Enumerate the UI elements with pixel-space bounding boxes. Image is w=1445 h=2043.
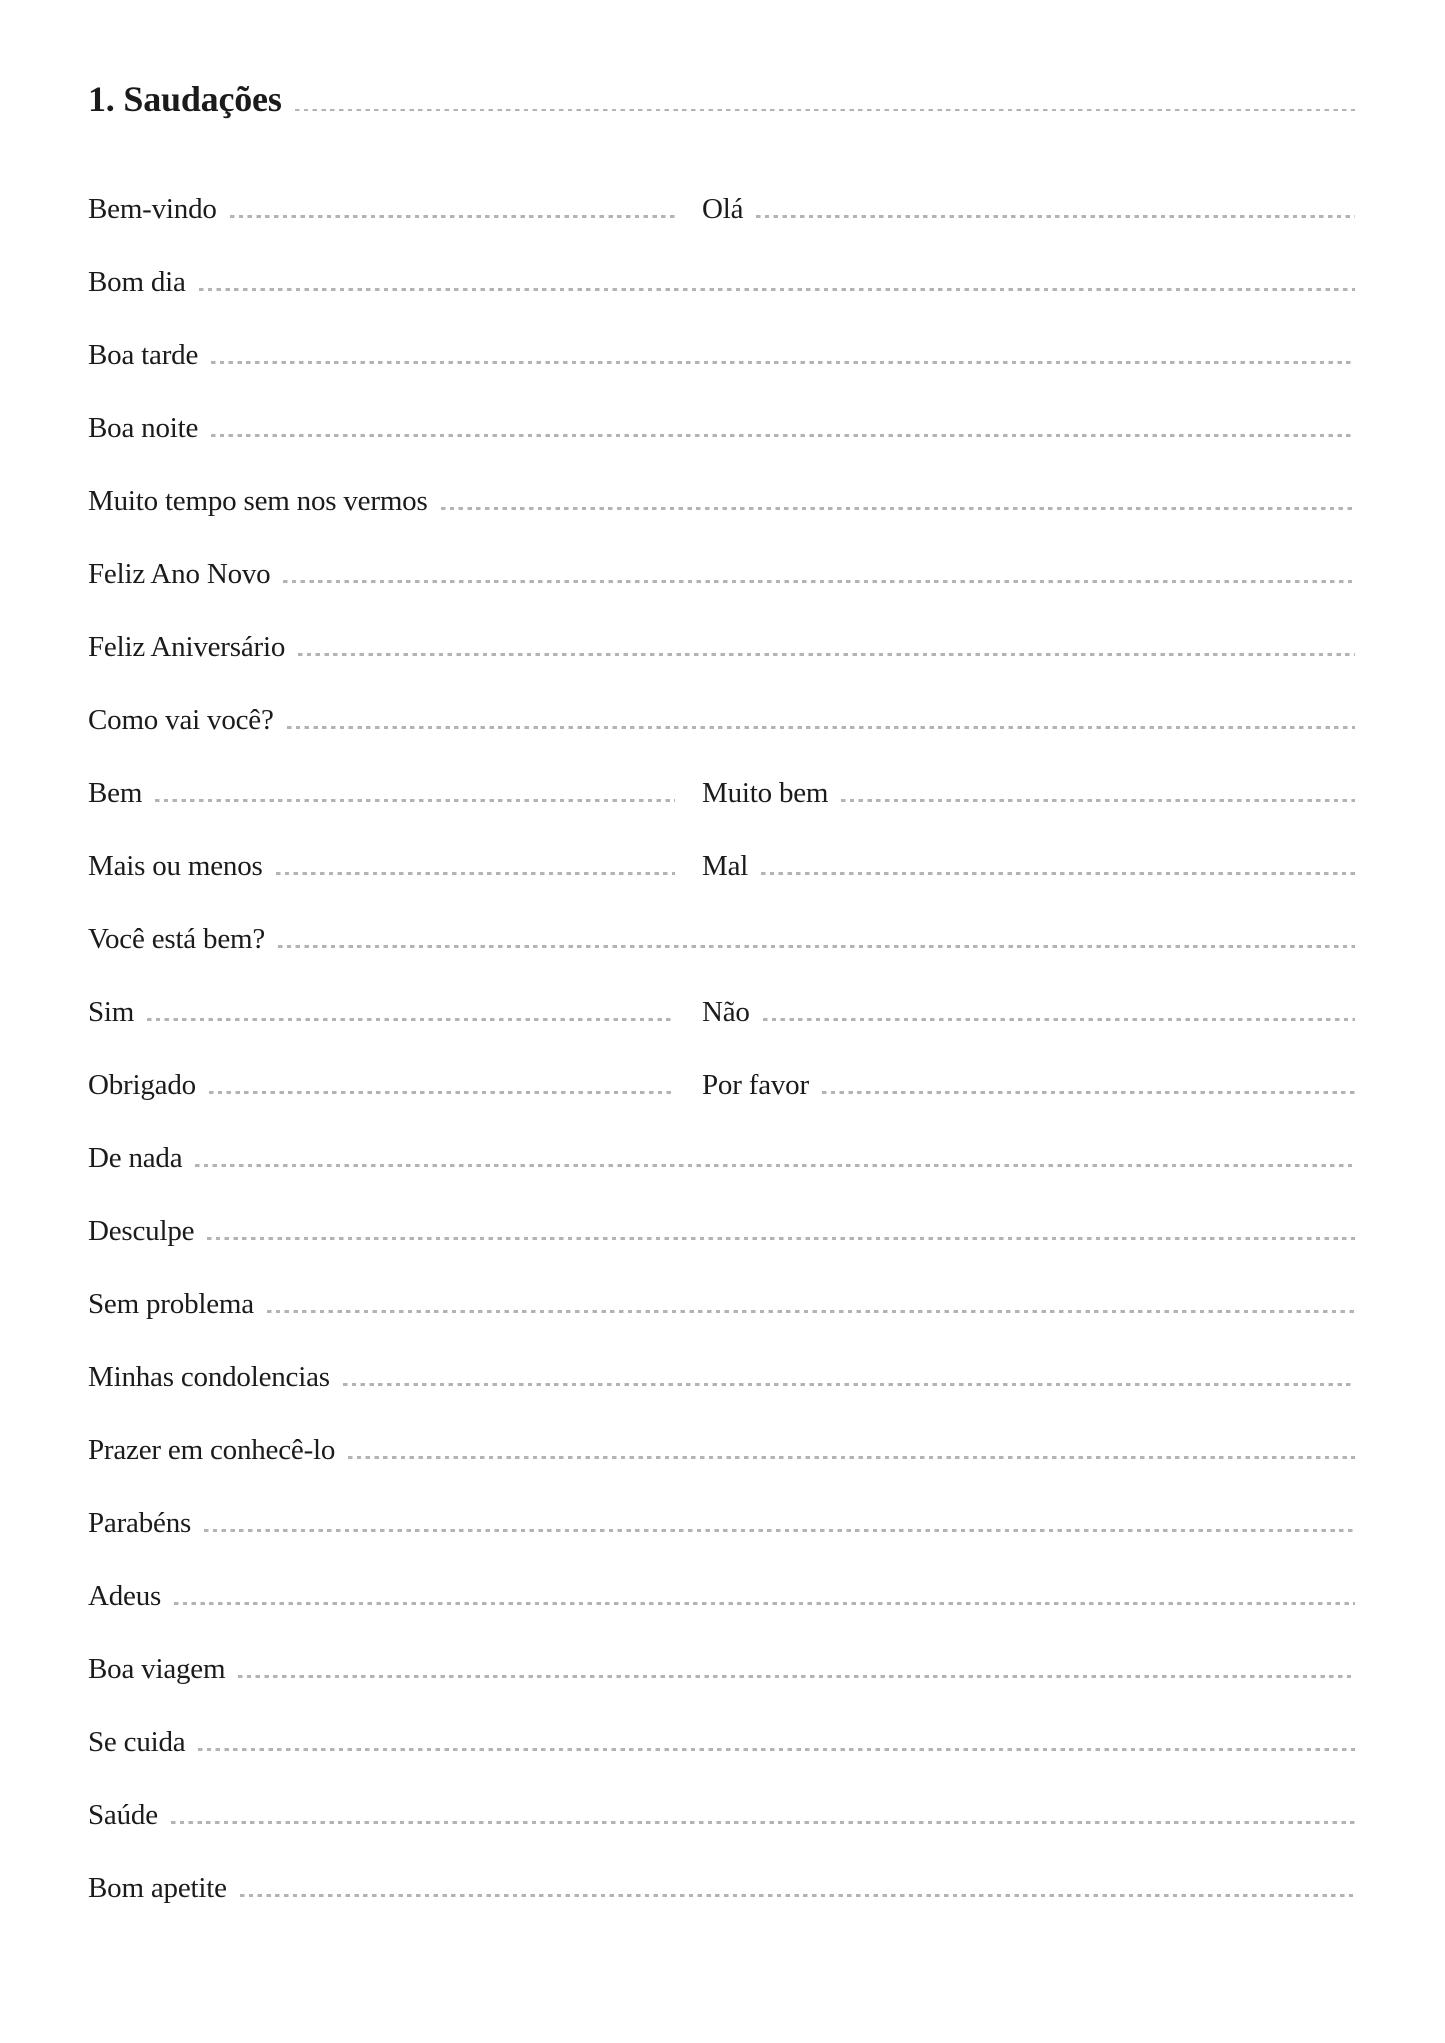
answer-line [198,1748,1355,1751]
answer-line [822,1091,1355,1094]
answer-line [763,1018,1355,1021]
phrase-label: Feliz Ano Novo [88,557,271,590]
phrase-row [88,1289,1355,1362]
phrase-label: Não [702,995,750,1028]
answer-line [207,1237,1355,1240]
answer-line [841,799,1355,802]
phrase-row [88,632,1355,705]
phrase-rows [88,194,1355,1946]
phrase-cell [88,1508,1355,1540]
phrase-label: Mal [702,849,749,882]
phrase-label: Olá [702,192,744,225]
title-answer-line [295,109,1355,112]
answer-line [343,1383,1355,1386]
phrase-cell [88,1654,1355,1686]
phrase-label: Mais ou menos [88,849,263,882]
phrase-row [88,1362,1355,1435]
phrase-cell [88,1435,1355,1467]
phrase-cell [88,1289,1355,1321]
phrase-label: Sim [88,995,135,1028]
phrase-cell [88,1800,1355,1832]
phrase-cell [702,1070,1355,1102]
phrase-cell [88,267,1355,299]
phrase-cell [88,851,675,883]
phrase-cell [88,340,1355,372]
phrase-row [88,924,1355,997]
phrase-label: Bom apetite [88,1871,227,1904]
answer-line [348,1456,1355,1459]
phrase-row [88,1435,1355,1508]
phrase-label: Boa tarde [88,338,199,371]
phrase-cell [88,1362,1355,1394]
phrase-cell [88,1216,1355,1248]
phrase-label: Bem [88,776,143,809]
phrase-cell [88,559,1355,591]
answer-line [147,1018,675,1021]
phrase-row [88,1727,1355,1800]
answer-line [287,726,1355,729]
phrase-label: Minhas condolencias [88,1360,330,1393]
phrase-label: Boa viagem [88,1652,226,1685]
phrase-label: Prazer em conhecê-lo [88,1433,336,1466]
phrase-cell [88,1727,1355,1759]
answer-line [240,1894,1355,1897]
phrase-cell [702,778,1355,810]
answer-line [199,288,1355,291]
phrase-cell [88,632,1355,664]
phrase-cell [88,413,1355,445]
answer-line [174,1602,1355,1605]
answer-line [278,945,1355,948]
phrase-label: Por favor [702,1068,809,1101]
section-title-row [88,80,1355,120]
phrase-cell [88,924,1355,956]
phrase-label: De nada [88,1141,183,1174]
phrase-row [88,778,1355,851]
answer-line [211,361,1355,364]
phrase-label: Muito tempo sem nos vermos [88,484,428,517]
phrase-label: Desculpe [88,1214,195,1247]
phrase-cell [88,997,675,1029]
answer-line [441,507,1355,510]
answer-line [298,653,1355,656]
phrase-cell [88,1070,675,1102]
phrase-label: Bom dia [88,265,186,298]
phrase-row [88,1216,1355,1289]
answer-line [171,1821,1355,1824]
phrase-row [88,705,1355,778]
phrase-cell [88,778,675,810]
phrase-cell [702,851,1355,883]
phrase-row [88,851,1355,924]
phrase-row [88,1800,1355,1873]
phrase-label: Boa noite [88,411,199,444]
phrase-cell [88,1873,1355,1905]
phrase-cell [88,705,1355,737]
phrase-row [88,559,1355,632]
phrase-label: Como vai você? [88,703,274,736]
phrase-row [88,194,1355,267]
phrase-label: Bem-vindo [88,192,217,225]
phrase-cell [702,997,1355,1029]
phrase-cell [88,1581,1355,1613]
phrase-row [88,413,1355,486]
answer-line [195,1164,1355,1167]
phrase-row [88,1508,1355,1581]
answer-line [230,215,675,218]
answer-line [756,215,1355,218]
phrase-row [88,1654,1355,1727]
phrase-label: Obrigado [88,1068,196,1101]
answer-line [211,434,1355,437]
answer-line [276,872,675,875]
phrase-cell [88,194,675,226]
answer-line [283,580,1355,583]
answer-line [267,1310,1355,1313]
phrase-row [88,340,1355,413]
phrase-row [88,1581,1355,1654]
answer-line [209,1091,675,1094]
phrase-label: Saúde [88,1798,158,1831]
answer-line [761,872,1355,875]
phrase-row [88,1070,1355,1143]
phrase-label: Adeus [88,1579,162,1612]
page-title: 1. Saudações [88,79,282,119]
answer-line [238,1675,1355,1678]
phrase-cell [88,1143,1355,1175]
phrase-label: Você está bem? [88,922,266,955]
phrase-cell [702,194,1355,226]
phrase-row [88,1143,1355,1216]
phrase-label: Feliz Aniversário [88,630,286,663]
phrase-cell [88,486,1355,518]
answer-line [155,799,675,802]
phrase-row [88,267,1355,340]
answer-line [204,1529,1355,1532]
phrase-label: Se cuida [88,1725,186,1758]
phrase-label: Parabéns [88,1506,192,1539]
phrase-label: Muito bem [702,776,829,809]
phrase-row [88,486,1355,559]
phrase-label: Sem problema [88,1287,254,1320]
phrase-row [88,997,1355,1070]
phrase-row [88,1873,1355,1946]
